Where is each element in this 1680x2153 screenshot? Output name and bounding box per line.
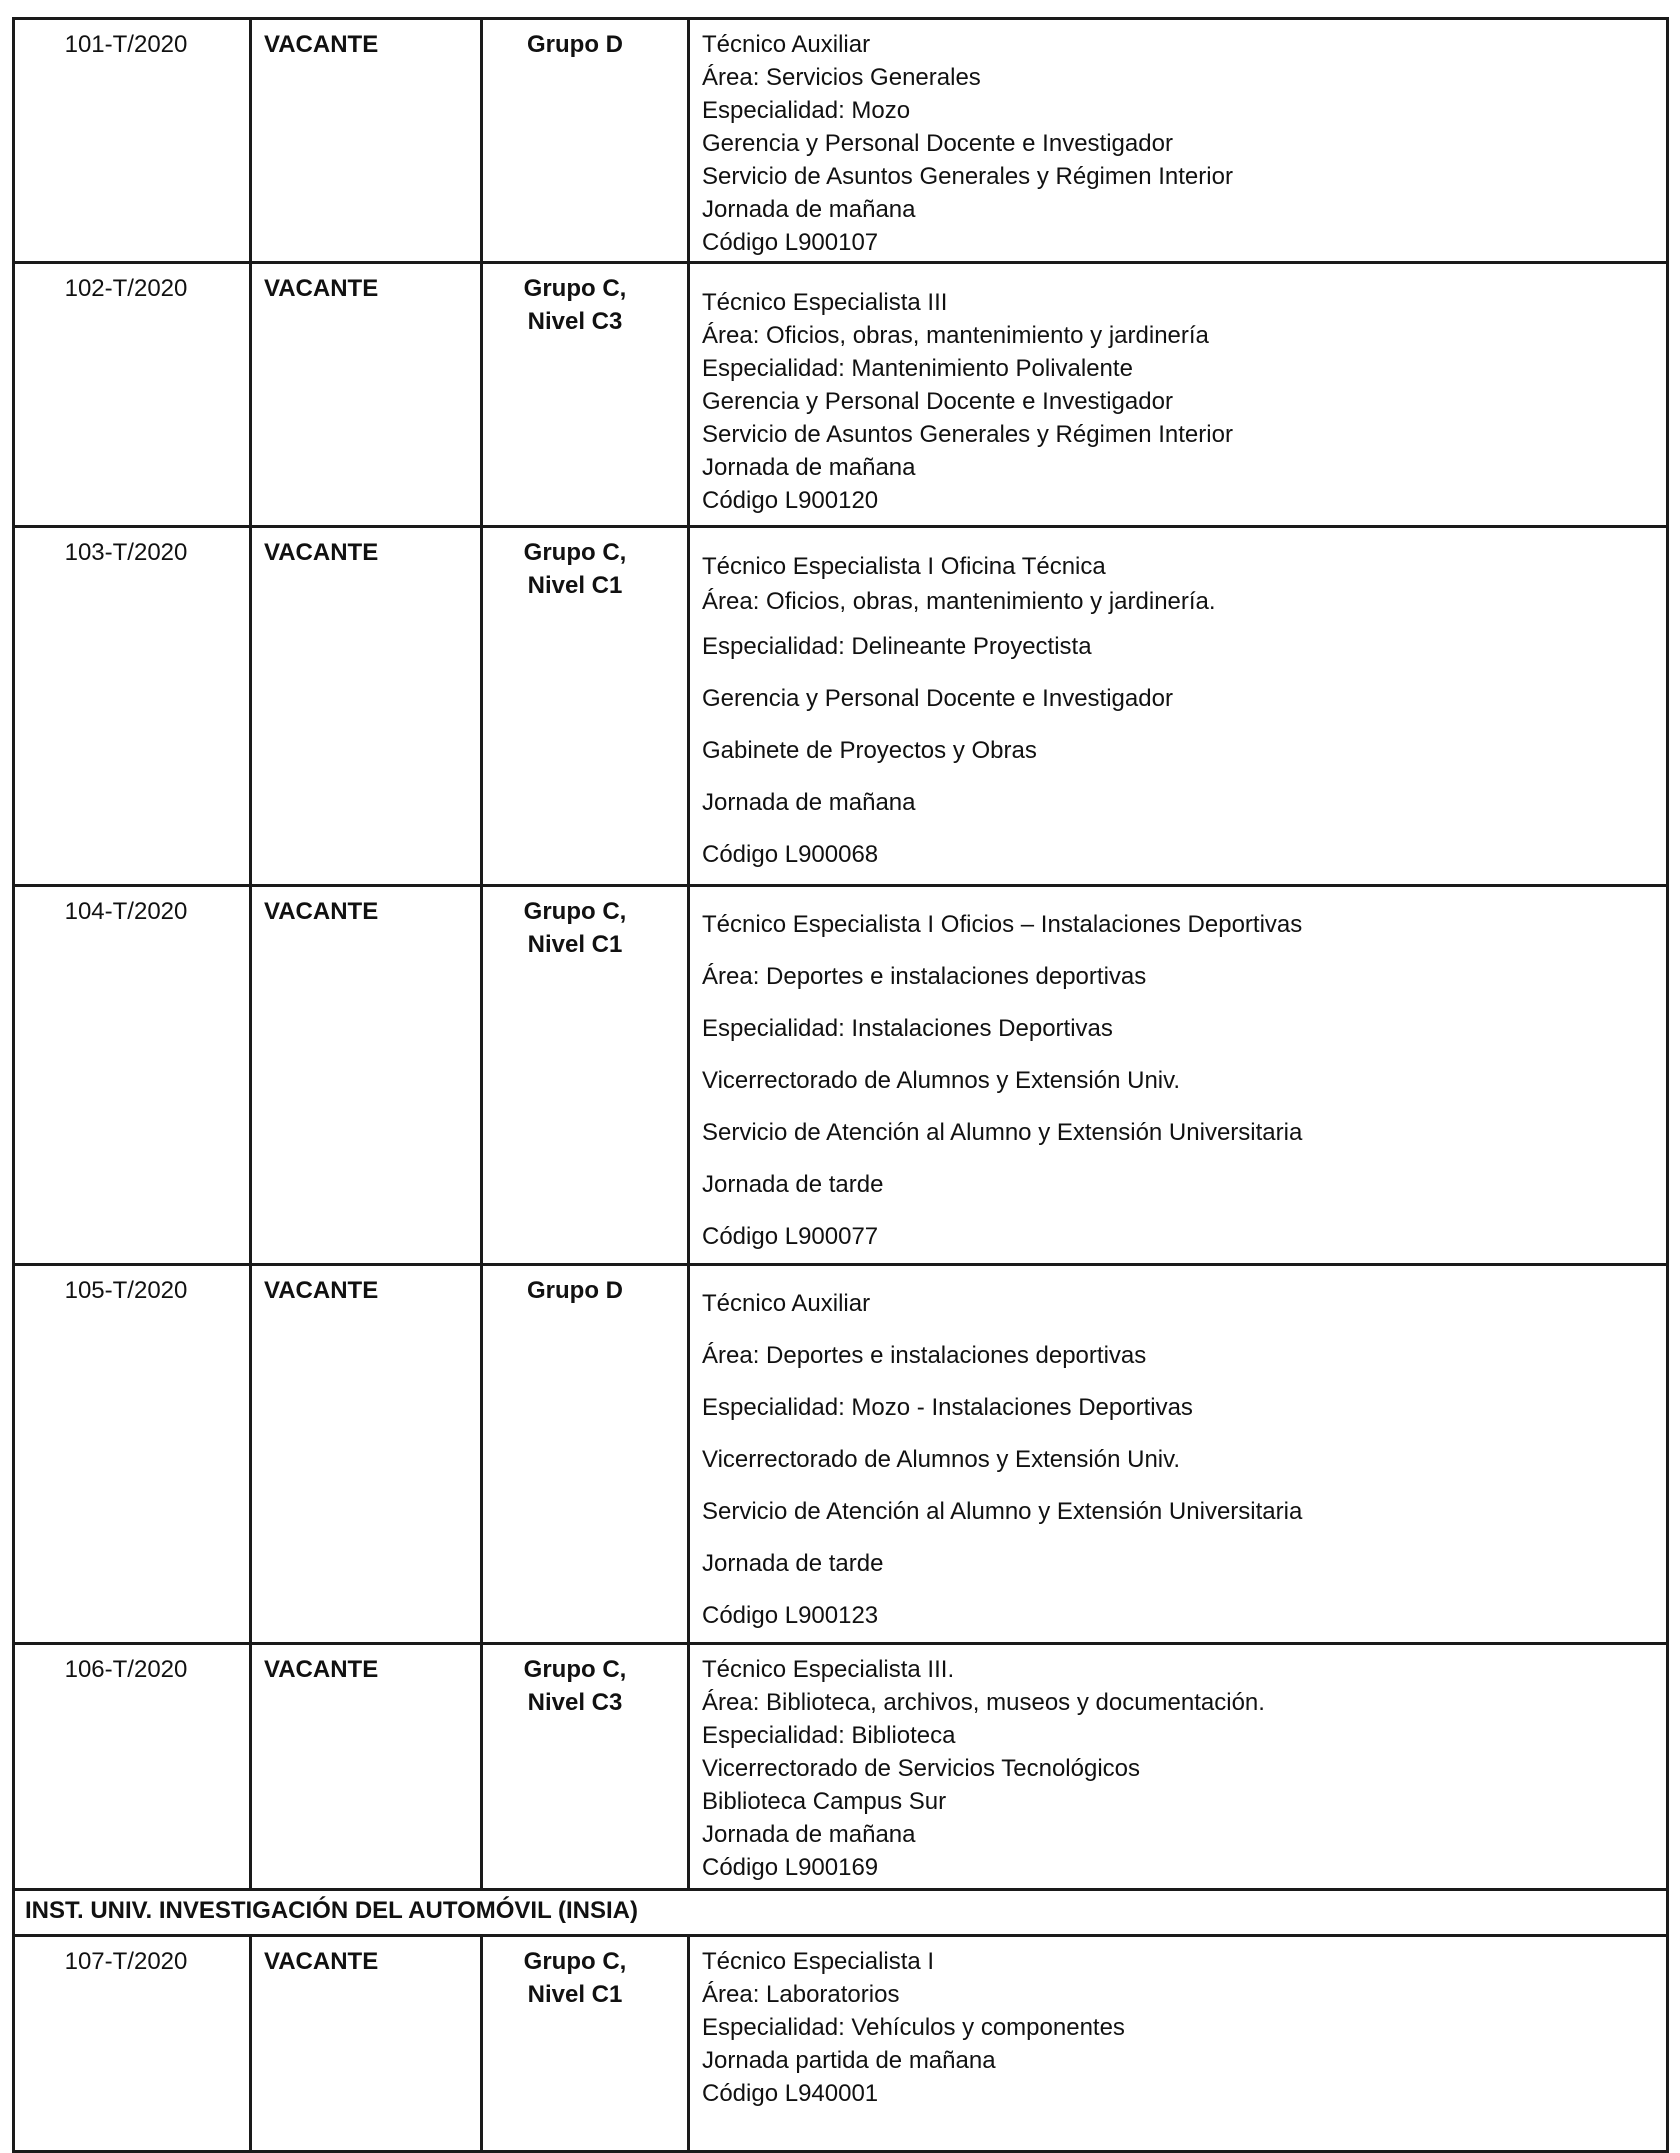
description-line: Técnico Auxiliar — [702, 1290, 871, 1317]
description-line: Técnico Especialista I Oficina Técnica — [702, 553, 1106, 580]
description-line: Gerencia y Personal Docente e Investigador — [702, 685, 1173, 712]
description-line: Código L900120 — [702, 487, 879, 514]
description-line: Gerencia y Personal Docente e Investigador — [702, 130, 1173, 157]
table-row — [14, 886, 1668, 1265]
description-line: Servicio de Atención al Alumno y Extensión Universitaria — [702, 1498, 1303, 1525]
position-status: VACANTE — [251, 19, 482, 263]
group-line: Nivel C1 — [527, 1981, 623, 2008]
position-description — [689, 1644, 1668, 1890]
position-code: 107-T/2020 — [14, 1936, 251, 2152]
description-line: Vicerrectorado de Alumnos y Extensión Univ. — [702, 1446, 1181, 1473]
description-line: Código L900107 — [702, 229, 879, 256]
table-row — [14, 1936, 1668, 2152]
description-line: Técnico Especialista I — [702, 1948, 935, 1975]
description-line: Jornada de mañana — [702, 789, 916, 816]
position-code: 106-T/2020 — [14, 1644, 251, 1890]
group-line: Grupo C, — [523, 898, 627, 925]
position-group — [482, 263, 689, 527]
group-line: Nivel C1 — [527, 572, 623, 599]
description-line: Servicio de Atención al Alumno y Extensión Universitaria — [702, 1119, 1303, 1146]
group-line: Nivel C3 — [527, 1689, 623, 1716]
section-title: INST. UNIV. INVESTIGACIÓN DEL AUTOMÓVIL (INSIA) — [14, 1890, 1668, 1936]
description-line: Servicio de Asuntos Generales y Régimen Interior — [702, 421, 1233, 448]
position-status: VACANTE — [251, 263, 482, 527]
description-line: Jornada partida de mañana — [702, 2047, 996, 2074]
group-line: Grupo C, — [523, 1656, 627, 1683]
description-line: Código L900068 — [702, 841, 879, 868]
description-line: Área: Servicios Generales — [702, 64, 981, 91]
description-line: Gabinete de Proyectos y Obras — [702, 737, 1037, 764]
description-line: Técnico Especialista III. — [702, 1656, 955, 1683]
position-status: VACANTE — [251, 886, 482, 1265]
position-description — [689, 886, 1668, 1265]
description-line: Código L940001 — [702, 2080, 879, 2107]
description-line: Especialidad: Biblioteca — [702, 1722, 956, 1749]
position-code: 101-T/2020 — [14, 19, 251, 263]
group-line: Grupo C, — [523, 539, 627, 566]
description-line: Área: Deportes e instalaciones deportivas — [702, 963, 1147, 990]
description-line: Técnico Especialista I Oficios – Instalaciones Deportivas — [702, 911, 1303, 938]
description-line: Jornada de tarde — [702, 1171, 884, 1198]
table-row — [14, 527, 1668, 886]
description-line: Área: Oficios, obras, mantenimiento y jardinería — [702, 322, 1209, 349]
group-line: Grupo D — [527, 1277, 623, 1304]
group-line: Grupo D — [527, 31, 623, 58]
position-status: VACANTE — [251, 1265, 482, 1644]
position-code: 103-T/2020 — [14, 527, 251, 886]
description-line: Área: Oficios, obras, mantenimiento y jardinería. — [702, 588, 1216, 615]
position-group — [482, 527, 689, 886]
position-description — [689, 1265, 1668, 1644]
position-status: VACANTE — [251, 1644, 482, 1890]
description-line: Servicio de Asuntos Generales y Régimen Interior — [702, 163, 1233, 190]
position-description — [689, 1936, 1668, 2152]
group-line: Grupo C, — [523, 275, 627, 302]
description-line: Código L900077 — [702, 1223, 879, 1250]
description-line: Vicerrectorado de Alumnos y Extensión Univ. — [702, 1067, 1181, 1094]
position-status: VACANTE — [251, 1936, 482, 2152]
position-status: VACANTE — [251, 527, 482, 886]
position-code: 102-T/2020 — [14, 263, 251, 527]
description-line: Especialidad: Instalaciones Deportivas — [702, 1015, 1113, 1042]
position-group — [482, 1644, 689, 1890]
vacancies-table — [12, 17, 1669, 2153]
description-line: Jornada de mañana — [702, 454, 916, 481]
description-line: Área: Laboratorios — [702, 1981, 900, 2008]
description-line: Técnico Especialista III — [702, 289, 948, 316]
table-row — [14, 263, 1668, 527]
group-line: Grupo C, — [523, 1948, 627, 1975]
description-line: Jornada de tarde — [702, 1550, 884, 1577]
position-description — [689, 527, 1668, 886]
description-line: Jornada de mañana — [702, 196, 916, 223]
description-line: Especialidad: Mozo — [702, 97, 911, 124]
section-row — [14, 1890, 1668, 1936]
description-line: Técnico Auxiliar — [702, 31, 871, 58]
table-row — [14, 19, 1668, 263]
position-group — [482, 886, 689, 1265]
table-row — [14, 1265, 1668, 1644]
description-line: Biblioteca Campus Sur — [702, 1788, 947, 1815]
position-description — [689, 263, 1668, 527]
description-line: Especialidad: Vehículos y componentes — [702, 2014, 1125, 2041]
description-line: Código L900123 — [702, 1602, 879, 1629]
description-line: Área: Deportes e instalaciones deportivas — [702, 1342, 1147, 1369]
description-line: Área: Biblioteca, archivos, museos y documentación. — [702, 1689, 1265, 1716]
position-group — [482, 19, 689, 263]
position-group — [482, 1936, 689, 2152]
description-line: Vicerrectorado de Servicios Tecnológicos — [702, 1755, 1141, 1782]
description-line: Gerencia y Personal Docente e Investigador — [702, 388, 1173, 415]
description-line: Jornada de mañana — [702, 1821, 916, 1848]
table-row — [14, 1644, 1668, 1890]
position-code: 104-T/2020 — [14, 886, 251, 1265]
description-line: Código L900169 — [702, 1854, 879, 1881]
description-line: Especialidad: Mantenimiento Polivalente — [702, 355, 1133, 382]
position-code: 105-T/2020 — [14, 1265, 251, 1644]
description-line: Especialidad: Mozo - Instalaciones Deportivas — [702, 1394, 1193, 1421]
position-group — [482, 1265, 689, 1644]
description-line: Especialidad: Delineante Proyectista — [702, 633, 1092, 660]
group-line: Nivel C3 — [527, 308, 623, 335]
position-description — [689, 19, 1668, 263]
group-line: Nivel C1 — [527, 931, 623, 958]
